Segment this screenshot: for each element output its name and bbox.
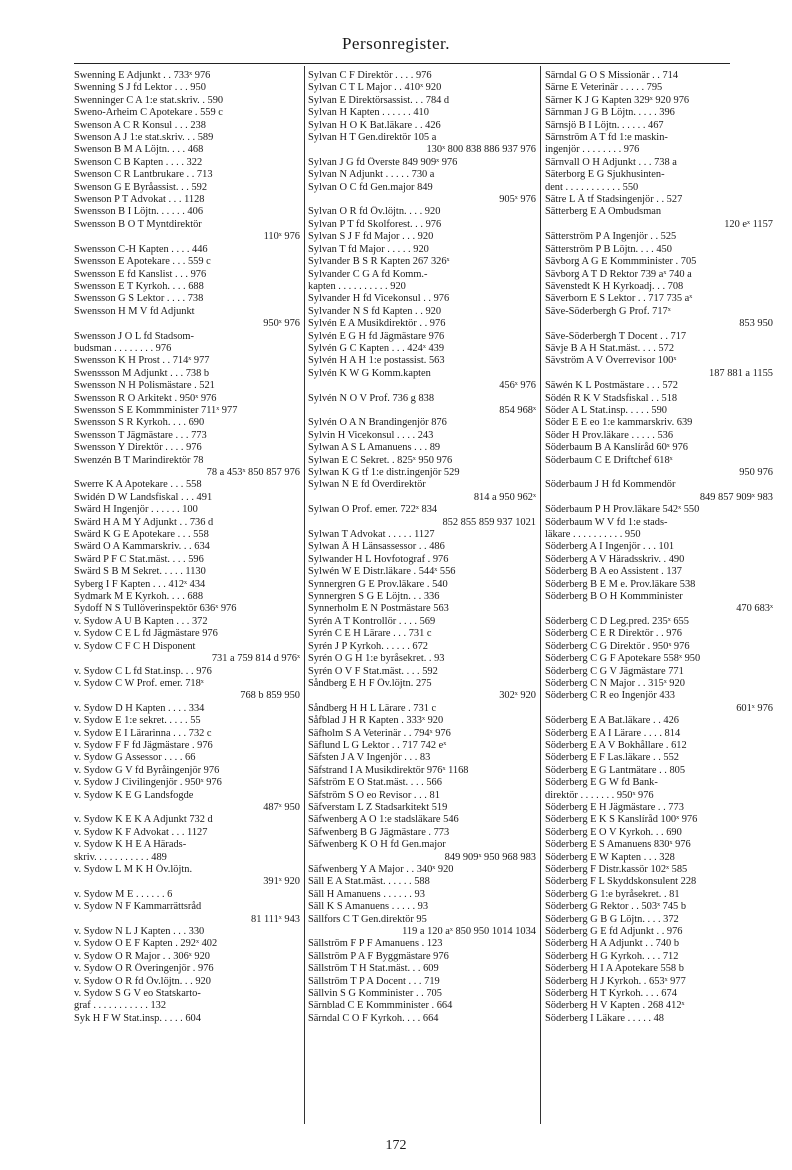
register-entry: v. Sydow G Assessor . . . . 66 (74, 752, 196, 764)
entry-continuation: 187 881 a 1155 (709, 367, 773, 379)
register-entry: Söderberg C E R Direktör . . 976 (545, 628, 682, 640)
register-entry: Sävborg A G E Kommminister . 705 (545, 256, 697, 268)
register-entry: Sylwan O Prof. emer. 722ˣ 834 (308, 504, 438, 516)
entry-continuation: 950 976 (739, 467, 773, 478)
register-entry: Sällström T H Stat.mäst. . . 609 (308, 963, 439, 975)
entry-continuation: 456ˣ 976 (499, 380, 536, 392)
register-entry: Söderberg G Rektor . . 503ˣ 745 b (545, 901, 687, 913)
register-entry: Sylvan H Kapten . . . . . . 410 (308, 107, 429, 119)
register-entry: dent . . . . . . . . . . . 550 (545, 181, 639, 193)
register-entry: v. Sydow M E . . . . . . 6 (74, 888, 173, 900)
register-entry: kapten . . . . . . . . . . 920 (308, 280, 406, 292)
register-entry: Swenninger C A 1:e stat.skriv. . 590 (74, 94, 224, 106)
register-entry: graf . . . . . . . . . . . 132 (74, 1000, 167, 1012)
register-entry: Sylwan E C Sekret. . 825ˣ 950 976 (308, 454, 453, 466)
register-entry: Swensson T Jägmästare . . . 773 (74, 429, 207, 441)
register-entry: Sävborg A T D Rektor 739 aˣ 740 a (545, 268, 692, 280)
register-entry: Swensson H M V fd Adjunkt (74, 305, 195, 317)
register-entry: Sylvan S J F fd Major . . . 920 (308, 231, 434, 243)
register-entry: Söderberg H I A Apotekare 558 b (545, 963, 684, 975)
register-entry: v. Sydow C F C H Disponent (74, 640, 196, 652)
register-entry: Sylvén O A N Brandingenjör 876 (308, 417, 447, 429)
register-entry: v. Sydow K F Advokat . . . 1127 (74, 826, 208, 838)
entry-continuation: 849 909ˣ 950 968 983 (444, 851, 536, 863)
register-entry: v. Sydow F F fd Jägmästare . 976 (74, 739, 213, 751)
register-entry: Swensson E Apotekare . . . 559 c (74, 256, 211, 268)
entry-continuation: 78 a 453ˣ 850 857 976 (206, 467, 300, 478)
register-entry: Säfsten J A V Ingenjör . . . 83 (308, 752, 431, 764)
register-entry: Sävje B A H Stat.mäst. . . . 572 (545, 342, 675, 354)
register-entry: Swärd H Ingenjör . . . . . . 100 (74, 504, 198, 516)
register-entry: Särndal G O S Missionär . . 714 (545, 70, 679, 81)
register-entry: Sylvan H T Gen.direktör 105 a (308, 132, 437, 144)
register-column-1 (74, 70, 300, 1025)
register-entry: Sylvan N Adjunkt . . . . . 730 a (308, 169, 435, 181)
register-entry: Söderberg G 1:e byråsekret. . 81 (545, 888, 680, 900)
register-entry: Sylvander C G A fd Komm.- (308, 268, 428, 280)
register-entry: Sylwan N E fd Överdirektör (308, 479, 426, 491)
register-entry: Söderbaum P H Prov.läkare 542ˣ 550 (545, 504, 700, 516)
entry-continuation: 950ˣ 976 (263, 318, 300, 330)
register-entry: Swenson B M A Löjtn. . . . 468 (74, 144, 204, 156)
register-entry: Säflund L G Lektor . . 717 742 eˣ (308, 739, 447, 751)
entry-continuation: 854 968ˣ (499, 404, 536, 416)
register-entry: Särndal C O F Kyrkoh. . . . 664 (308, 1012, 439, 1024)
entry-continuation: 852 855 859 937 1021 (442, 516, 536, 528)
page-title: Personregister. (341, 34, 451, 53)
register-entry: Söder E E eo 1:e kammarskriv. 639 (545, 417, 693, 429)
register-entry: v. Sydow K E G Landsfogde (74, 789, 194, 801)
register-entry: Swensson S R Kyrkoh. . . . 690 (74, 417, 205, 429)
register-entry: Söderberg F Distr.kassör 102ˣ 585 (545, 864, 688, 875)
register-entry: Sylwander H L Hovfotograf . 976 (308, 553, 449, 565)
register-entry: Swärd K G E Apotekare . . . 558 (74, 529, 209, 541)
register-entry: Swensson B I Löjtn. . . . . . 406 (74, 206, 204, 218)
register-entry: Säve-Söderbergh G Prof. 717ˣ (545, 305, 671, 317)
register-entry: Swensson G S Lektor . . . . 738 (74, 293, 204, 305)
register-entry: Söderberg H V Kapten . 268 412ˣ (545, 1000, 685, 1012)
register-entry: Synnergren G E Prov.läkare . 540 (308, 578, 448, 590)
register-entry: Särner K J G Kapten 329ˣ 920 976 (545, 94, 690, 106)
register-entry: v. Sydow D H Kapten . . . . 334 (74, 702, 205, 714)
register-entry: Swensson N H Polismästare . 521 (74, 380, 215, 392)
entry-continuation: 768 b 859 950 (240, 690, 300, 702)
entry-continuation: 391ˣ 920 (263, 876, 300, 888)
register-entry: Swärd H A M Y Adjunkt . . 736 d (74, 516, 214, 528)
register-entry: Sylvan T fd Major . . . . . 920 (308, 243, 429, 255)
header-rule (74, 63, 730, 64)
register-entry: Säterborg E G Sjukhusinten- (545, 169, 665, 181)
register-entry: Söderbaum C E Driftchef 618ˣ (545, 454, 673, 466)
register-entry: Sylvan J G fd Överste 849 909ˣ 976 (308, 156, 458, 168)
register-entry: Sydmark M E Kyrkoh. . . . 688 (74, 591, 204, 603)
register-entry: Söderberg C N Major . . 315ˣ 920 (545, 677, 685, 689)
register-entry: Söderberg G B G Löjtn. . . . 372 (545, 913, 679, 925)
register-entry: Swenning S J fd Lektor . . . 950 (74, 82, 206, 94)
register-entry: Söder H Prov.läkare . . . . . 536 (545, 429, 674, 441)
register-entry: Säfström S O eo Revisor . . . 81 (308, 789, 440, 801)
register-entry: Sävström A V Överrevisor 100ˣ (545, 355, 677, 367)
register-entry: Säfstrand I A Musikdirektör 976ˣ 1168 (308, 764, 469, 776)
register-entry: Söderberg B E M e. Prov.läkare 538 (545, 578, 696, 590)
register-entry: v. Sydow N L J Kapten . . . 330 (74, 926, 205, 938)
column-divider (540, 66, 541, 1124)
register-entry: Swärd P F C Stat.mäst. . . . 596 (74, 553, 204, 565)
register-entry: v. Sydow S G V eo Statskarto- (74, 988, 201, 1000)
register-entry: Swensson Y Direktör . . . . 976 (74, 442, 202, 454)
register-entry: budsman . . . . . . . . 976 (74, 342, 172, 354)
entry-continuation: 81 111ˣ 943 (251, 913, 300, 925)
register-entry: Söderberg E A I Lärare . . . . 814 (545, 727, 681, 739)
register-entry: v. Sydow K H E A Härads- (74, 839, 187, 851)
entry-continuation: 849 857 909ˣ 983 (699, 491, 773, 503)
register-entry: Särnblad C E Kommminister . 664 (308, 1000, 453, 1012)
register-entry: Söderberg E W Kapten . . . 328 (545, 851, 675, 863)
register-entry: Sällvin S G Komminister . . 705 (308, 988, 442, 1000)
register-entry: Synnergren S G E Löjtn. . . 336 (308, 591, 440, 603)
register-entry: v. Sydow L M K H Öv.löjtn. (74, 864, 193, 875)
register-column-3 (545, 70, 773, 1025)
register-entry: Söderberg E F Las.läkare . . 552 (545, 752, 679, 764)
register-entry: v. Sydow G V fd Byråingenjör 976 (74, 764, 220, 776)
register-entry: Sätterberg E A Ombudsman (545, 206, 662, 218)
register-entry: Söderberg H G Kyrkoh. . . . 712 (545, 950, 679, 962)
register-entry: Söderberg C D Leg.pred. 235ˣ 655 (545, 615, 689, 627)
register-entry: Syk H F W Stat.insp. . . . . 604 (74, 1012, 201, 1024)
register-entry: Syrén A T Kontrollör . . . . 569 (308, 615, 436, 627)
register-entry: läkare . . . . . . . . . . 950 (545, 529, 641, 541)
register-entry: Swenson C B Kapten . . . . 322 (74, 156, 203, 168)
register-entry: ingenjör . . . . . . . . 976 (545, 144, 640, 156)
register-entry: Sylvan O C fd Gen.major 849 (308, 181, 433, 193)
register-entry: v. Sydow N F Kammarrättsråd (74, 901, 202, 913)
register-entry: Söderberg C R eo Ingenjör 433 (545, 690, 675, 702)
register-entry: Sylwan Å H Länsassessor . . 486 (308, 541, 445, 553)
register-entry: Sylvander N S fd Kapten . . 920 (308, 305, 442, 317)
register-entry: Söderberg E H Jägmästare . . 773 (545, 801, 684, 813)
register-entry: Säfwenberg A O 1:e stadsläkare 546 (308, 814, 459, 826)
register-entry: Syrén O G H 1:e byråsekret. . 93 (308, 653, 445, 665)
register-entry: Sätre L Å tf Stadsingenjör . . 527 (545, 194, 683, 206)
register-entry: Synnerholm E N Postmästare 563 (308, 603, 449, 615)
register-entry: Söderberg F L Skyddskonsulent 228 (545, 876, 697, 888)
register-entry: Sylvan O R fd Öv.löjtn. . . . 920 (308, 206, 441, 218)
register-entry: Söderberg E G W fd Bank- (545, 777, 658, 789)
column-divider (304, 66, 305, 1124)
register-entry: Särnvall O H Adjunkt . . . 738 a (545, 156, 677, 168)
register-entry: Söderberg C G Direktör . 950ˣ 976 (545, 640, 690, 652)
register-entry: Säve-Söderbergh T Docent . . 717 (545, 330, 687, 342)
register-entry: v. Sydow E I Lärarinna . . . 732 c (74, 727, 212, 739)
entry-continuation: 470 683ˣ (736, 603, 773, 615)
register-entry: Söderberg E A V Bokhållare . 612 (545, 739, 687, 751)
register-entry: v. Sydow C E L fd Jägmästare 976 (74, 628, 218, 640)
register-entry: Sweno-Arheim C Apotekare . 559 c (74, 107, 223, 119)
register-entry: Sätterström P A Ingenjör . . 525 (545, 231, 677, 243)
entry-continuation: 731 a 759 814 d 976ˣ (211, 653, 300, 665)
entry-continuation: 120 eˣ 1157 (724, 218, 773, 230)
register-column-2 (308, 70, 536, 1025)
register-entry: Särnsjö B I Löjtn. . . . . . 467 (545, 119, 664, 131)
register-entry: Söderberg I Läkare . . . . . 48 (545, 1012, 664, 1024)
register-entry: Såfblad J H R Kapten . 333ˣ 920 (308, 715, 444, 727)
register-entry: Swenson A J 1:e stat.skriv. . . 589 (74, 132, 214, 144)
register-entry: v. Sydow C W Prof. emer. 718ˣ (74, 677, 204, 689)
entry-continuation: 814 a 950 962ˣ (473, 491, 536, 503)
register-entry: Såndberg H H L Lärare . 731 c (308, 702, 437, 714)
register-entry: Sylvan C T L Major . . 410ˣ 920 (308, 82, 442, 94)
register-entry: Söderberg E K S Kanslíråd 100ˣ 976 (545, 814, 698, 826)
register-entry: Sylwan A S L Amanuens . . . 89 (308, 442, 441, 454)
register-entry: Sällström T P A Docent . . . 719 (308, 975, 440, 987)
register-entry: v. Sydow K E K A Adjunkt 732 d (74, 814, 213, 826)
register-entry: Sylvin H Vicekonsul . . . . 243 (308, 429, 434, 441)
register-entry: Söderberg C G F Apotekare 558ˣ 950 (545, 653, 701, 665)
register-entry: Särne E Veterinär . . . . . 795 (545, 82, 663, 94)
register-entry: Sylvén N O V Prof. 736 g 838 (308, 392, 435, 404)
register-entry: Swenson A C R Konsul . . . 238 (74, 119, 206, 131)
entry-continuation: 130ˣ 800 838 886 937 976 (426, 144, 536, 156)
register-entry: Säfwenberg B G Jägmästare . 773 (308, 826, 450, 838)
register-entry: Söderberg B A eo Assistent . 137 (545, 566, 682, 578)
register-entry: Swerre K A Apotekare . . . 558 (74, 479, 202, 491)
register-entry: v. Sydow O E F Kapten . 292ˣ 402 (74, 938, 218, 950)
register-entry: Sylvén E G H fd Jägmästare 976 (308, 330, 445, 342)
register-entry: Säfwenberg K O H fd Gen.major (308, 839, 446, 851)
register-entry: Sylvén E A Musikdirektör . . 976 (308, 318, 446, 330)
entry-continuation: 110ˣ 976 (263, 231, 300, 243)
register-entry: Söderberg G E fd Adjunkt . . 976 (545, 926, 683, 938)
register-entry: Sällfors C T Gen.direktör 95 (308, 913, 427, 925)
register-entry: Sätterström P B Löjtn. . . . 450 (545, 243, 672, 255)
entry-continuation: 302ˣ 920 (499, 690, 536, 702)
register-entry: Sällström P A F Byggmästare 976 (308, 950, 449, 962)
register-entry: Swenssson M Adjunkt . . . 738 b (74, 367, 210, 379)
register-entry: Sylvan E Direktörsassist. . . 784 d (308, 94, 450, 106)
register-entry: direktör . . . . . . . 950ˣ 976 (545, 789, 654, 801)
register-entry: Söderberg E O V Kyrkoh. . . 690 (545, 826, 682, 838)
register-entry: Sylvander H fd Vicekonsul . . 976 (308, 293, 450, 305)
register-entry: Swensson K H Prost . . 714ˣ 977 (74, 355, 210, 367)
register-entry: Swenson G E Byråassist. . . 592 (74, 181, 208, 193)
register-entry: Sydoff N S Tullöverinspektör 636ˣ 976 (74, 603, 237, 615)
register-entry: Syrén C E H Lärare . . . 731 c (308, 628, 432, 640)
register-entry: Söderbaum J H fd Kommendör (545, 479, 676, 491)
register-entry: Swensson E T Kyrkoh. . . . 688 (74, 280, 204, 292)
register-entry: Säll K S Amanuens . . . . . 93 (308, 901, 429, 913)
register-entry: Swenzén B T Marindirektör 78 (74, 454, 204, 466)
register-entry: Säll H Amanuens . . . . . . 93 (308, 888, 425, 900)
register-entry: Syrén O V F Stat.mäst. . . . 592 (308, 665, 438, 677)
register-entry: v. Sydow E 1:e sekret. . . . . 55 (74, 715, 201, 727)
register-entry: Sylwén W E Distr.läkare . 544ˣ 556 (308, 566, 456, 578)
register-entry: Särnström A T fd 1:e maskin- (545, 132, 668, 144)
register-entry: Sylwan T Advokat . . . . . 1127 (308, 529, 435, 541)
register-entry: Säfström E O Stat.mäst. . . . 566 (308, 777, 442, 789)
register-entry: Söderberg H A Adjunkt . . 740 b (545, 938, 680, 950)
register-entry: v. Sydow A U B Kapten . . . 372 (74, 615, 208, 627)
register-entry: v. Sydow O R fd Öv.löjtn. . . 920 (74, 975, 211, 987)
register-entry: Södén R K V Stadsfiskal . . 518 (545, 392, 678, 404)
register-entry: Swensson B O T Myntdirektör (74, 218, 202, 230)
register-entry: v. Sydow J Civilingenjör . 950ˣ 976 (74, 777, 222, 789)
register-entry: Söderberg B O H Kommminister (545, 591, 683, 603)
register-entry: Sylvan P T fd Skolforest. . . 976 (308, 218, 442, 230)
register-entry: Söderbaum W V fd 1:e stads- (545, 516, 668, 528)
register-entry: Sällström F P F Amanuens . 123 (308, 938, 443, 950)
register-entry: Swärd S B M Sekret. . . . . 1130 (74, 566, 206, 578)
entry-continuation: 601ˣ 976 (736, 702, 773, 714)
register-entry: Särnman J G B Löjtn. . . . . 396 (545, 107, 675, 119)
register-entry: Söder A L Stat.insp. . . . . 590 (545, 404, 667, 416)
register-entry: Swensson R O Arkitekt . 950ˣ 976 (74, 392, 217, 404)
register-entry: Söderberg E A Bat.läkare . . 426 (545, 715, 679, 727)
register-entry: Swidén D W Landsfiskal . . . 491 (74, 491, 213, 503)
register-entry: Säfholm S A Veterinär . . 794ˣ 976 (308, 727, 451, 739)
register-entry: Säfwenberg Y A Major . . 340ˣ 920 (308, 864, 454, 875)
register-entry: Sylvén K W G Komm.kapten (308, 367, 431, 379)
register-entry: Söderberg E G Lantmätare . . 805 (545, 764, 686, 776)
register-entry: Sylvén G C Kapten . . . 424ˣ 439 (308, 342, 445, 354)
register-entry: Sylwan K G tf 1:e distr.ingenjör 529 (308, 467, 460, 478)
register-entry: Söderberg A I Ingenjör . . . 101 (545, 541, 675, 553)
register-entry: Sylvan C F Direktör . . . . 976 (308, 70, 432, 81)
register-entry: Säll E A Stat.mäst. . . . . . 588 (308, 876, 430, 888)
register-entry: Swensson E fd Kanslist . . . 976 (74, 268, 207, 280)
register-entry: Swenning E Adjunkt . . 733ˣ 976 (74, 70, 211, 81)
register-entry: Söderberg H J Kyrkoh. . 653ˣ 977 (545, 975, 686, 987)
register-entry: Swenson C R Lantbrukare . . 713 (74, 169, 213, 181)
register-entry: Sylvander B S R Kapten 267 326ˣ (308, 256, 450, 268)
entry-continuation: 853 950 (739, 318, 773, 330)
register-entry: Söderberg C G V Jägmästare 771 (545, 665, 684, 677)
register-entry: Syberg I F Kapten . . . 412ˣ 434 (74, 578, 206, 590)
register-entry: Söderbaum B A Kanslíråd 60ˣ 976 (545, 442, 688, 454)
register-entry: Sylvén H A H 1:e postassist. 563 (308, 355, 445, 367)
entry-continuation: 487ˣ 950 (263, 801, 300, 813)
register-entry: Swensson J O L fd Stadsom- (74, 330, 194, 342)
register-entry: Sävenstedt K H Kyrkoadj. . . 708 (545, 280, 684, 292)
register-entry: Sylvan H O K Bat.läkare . . 426 (308, 119, 441, 131)
page-number: 172 (385, 1138, 407, 1153)
register-entry: Söderberg E S Amanuens 830ˣ 976 (545, 839, 691, 851)
register-entry: v. Sydow C L fd Stat.insp. . . 976 (74, 665, 212, 677)
register-entry: Säverborn E S Lektor . . 717 735 aˣ (545, 293, 693, 305)
register-entry: Swärd O A Kammarskriv. . . 634 (74, 541, 210, 553)
register-entry: Swensson S E Kommminister 711ˣ 977 (74, 404, 238, 416)
register-entry: Swensson C-H Kapten . . . . 446 (74, 243, 208, 255)
register-entry: Söderberg H T Kyrkoh. . . . 674 (545, 988, 677, 1000)
register-entry: Säwén K L Postmästare . . . 572 (545, 380, 678, 392)
register-entry: Såndberg E H F Öv.löjtn. 275 (308, 677, 432, 689)
register-entry: Söderberg A V Häradsskriv. . 490 (545, 553, 685, 565)
register-entry: skriv. . . . . . . . . . . 489 (74, 851, 167, 863)
register-entry: Swenson P T Advokat . . . 1128 (74, 194, 205, 206)
entry-continuation: 119 a 120 aˣ 850 950 1014 1034 (402, 926, 536, 938)
register-entry: Säfverstam L Z Stadsarkitekt 519 (308, 801, 448, 813)
register-entry: Syrén J P Kyrkoh. . . . . . 672 (308, 640, 428, 652)
entry-continuation: 905ˣ 976 (499, 194, 536, 206)
register-entry: v. Sydow O R Major . . 306ˣ 920 (74, 950, 210, 962)
register-entry: v. Sydow O R Överingenjör . 976 (74, 963, 214, 975)
